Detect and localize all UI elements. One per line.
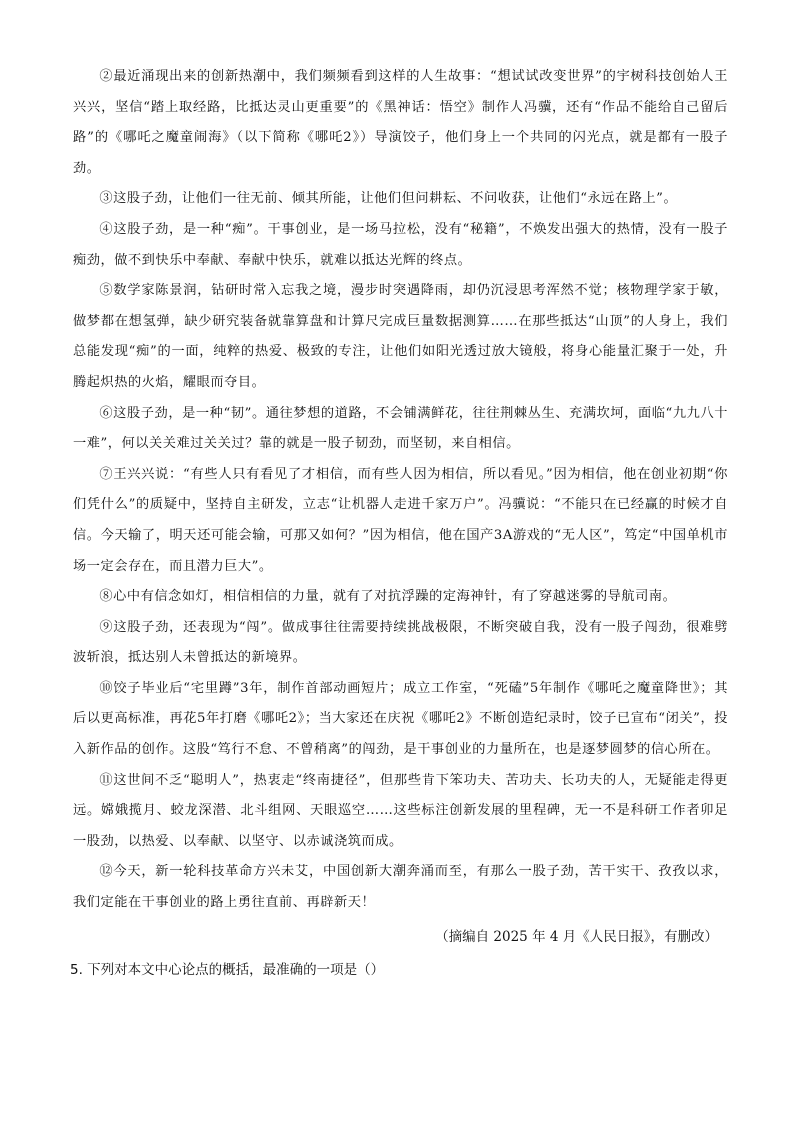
paragraph-3: ③这股子劲，让他们一往无前、倾其所能，让他们但问耕耘、不问收获，让他们“永远在路上”。 xyxy=(99,191,678,207)
paragraph-9: ⑨这股子劲，还表现为“闯”。做成事往往需要持续挑战极限，不断突破自我，没有一股子闯劲，很难劈波斩浪，抵达别人未曾抵达的新境界。 xyxy=(73,619,728,666)
paragraph-6: ⑥这股子劲，是一种“韧”。通往梦想的道路，不会铺满鲜花，往往荆棘丛生、充满坎坷，面临“九九八十一难”，何以关关难过关关过？靠的就是一股子韧劲，而坚韧，来自相信。 xyxy=(73,405,728,452)
question-5: 5. 下列对本文中心论点的概括，最准确的一项是（） xyxy=(70,961,385,978)
paragraph-7: ⑦王兴兴说：“有些人只有看见了才相信，而有些人因为相信，所以看见。”因为相信，他在创业初期“你们凭什么”的质疑中，坚持自主研发，立志“让机器人走进千家万户”。冯骥说：“不能只在已经赢的时候才自信。今天输了，明天还可能会输，可那又如何？”因为相信，他在国产3A游戏的“无人区”，笃定“中国单机市场一定会存在，而且潜力巨大”。 xyxy=(73,466,728,574)
source-citation: （摘编自 2025 年 4 月《人民日报》，有删改） xyxy=(435,928,718,945)
paragraph-2: ②最近涌现出来的创新热潮中，我们频频看到这样的人生故事：“想试试改变世界”的宇树科技创始人王兴兴，坚信“踏上取经路，比抵达灵山更重要”的《黑神话：悟空》制作人冯骥，还有“作品不能给自己留后路”的《哪吒之魔童闹海》（以下简称《哪吒2》）导演饺子，他们身上一个共同的闪光点，就是都有一股子劲。 xyxy=(73,69,728,176)
paragraph-12: ⑫今天，新一轮科技革命方兴未艾，中国创新大潮奔涌而至，有那么一股子劲，苦干实干、孜孜以求，我们定能在干事创业的路上勇往直前、再辟新天！ xyxy=(73,864,728,911)
paragraph-11: ⑪这世间不乏“聪明人”，热衷走“终南捷径”，但那些肯下笨功夫、苦功夫、长功夫的人，无疑能走得更远。嫦娥揽月、蛟龙深潜、北斗组网、天眼巡空……这些标注创新发展的里程碑，无一不是科研工作者卯足一股劲，以热爱、以奉献、以坚守、以赤诚浇筑而成。 xyxy=(73,772,728,849)
article-body xyxy=(73,62,728,919)
paragraph-10: ⑩饺子毕业后“宅里蹲”3年，制作首部动画短片；成立工作室，“死磕”5年制作《哪吒之魔童降世》；其后以更高标准，再花5年打磨《哪吒2》；当大家还在庆祝《哪吒2》不断创造纪录时，饺子已宣布“闭关”，投入新作品的创作。这股“笃行不怠、不曾稍离”的闯劲，是干事创业的力量所在，也是逐梦圆梦的信心所在。 xyxy=(73,680,728,758)
paragraph-4: ④这股子劲，是一种“痴”。干事创业，是一场马拉松，没有“秘籍”，不焕发出强大的热情，没有一股子痴劲，做不到快乐中奉献、奉献中快乐，就难以抵达光辉的终点。 xyxy=(73,221,728,268)
paragraph-8: ⑧心中有信念如灯，相信相信的力量，就有了对抗浮躁的定海神针，有了穿越迷雾的导航司南。 xyxy=(99,589,677,605)
document-page xyxy=(70,62,728,983)
paragraph-5: ⑤数学家陈景润，钻研时常入忘我之境，漫步时突遇降雨，却仍沉浸思考浑然不觉；核物理学家于敏，做梦都在想氢弹，缺少研究装备就靠算盘和计算尺完成巨量数据测算……在那些抵达“山顶”的人身上，我们总能发现“痴”的一面，纯粹的热爱、极致的专注，让他们如阳光透过放大镜般，将身心能量汇聚于一处，升腾起炽热的火焰，耀眼而夺目。 xyxy=(73,283,728,390)
